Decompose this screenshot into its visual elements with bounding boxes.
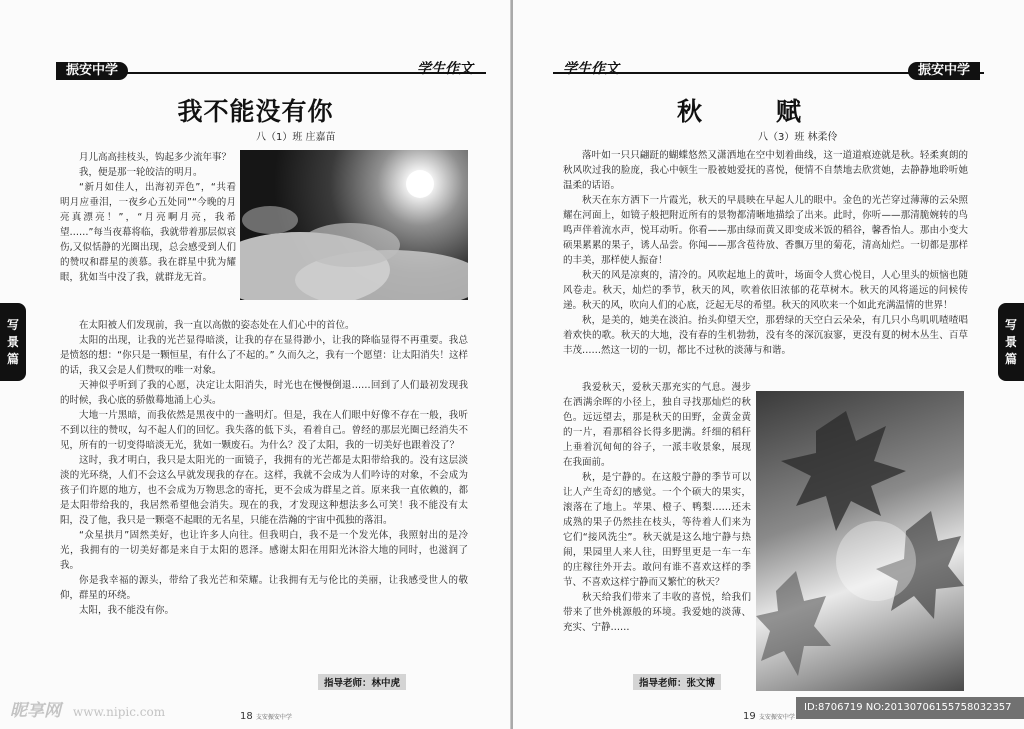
paragraph: 我，便是那一轮皎洁的明月。	[79, 167, 203, 178]
teacher-credit: 指导老师：林中虎	[318, 674, 406, 690]
side-tab-char: 写	[1004, 317, 1017, 332]
watermark-url: www.nipic.com	[72, 705, 166, 719]
section-side-tab	[0, 303, 26, 381]
brand-logo: 学生作文	[417, 61, 473, 77]
essay-text-wrapped	[60, 150, 236, 285]
paragraph: “众星拱月”固然美好，也让许多人向往。但我明白，我不是一个发光体，我照射出的是冷光，我拥有的一切美好都是来自于太阳的恩泽。感谢太阳在用阳光沐浴大地的同时，也滋润了我。	[60, 530, 468, 571]
side-tab-char: 篇	[6, 351, 19, 366]
side-tab-char: 景	[1004, 334, 1017, 349]
paragraph: 你是我幸福的源头，带给了我光芒和荣耀。让我拥有无与伦比的美丽，让我感受世人的敬仰，群星的环绕。	[60, 575, 468, 601]
page-footer-school: 支安振安中学	[758, 714, 795, 721]
essay-byline: 八（1）班 庄嘉苗	[256, 132, 336, 143]
sky-clouds-photo	[240, 150, 468, 300]
side-tab-char: 景	[6, 334, 19, 349]
page-number	[240, 711, 292, 722]
autumn-leaves-photo	[756, 391, 964, 691]
watermark-text: 昵享网	[10, 701, 61, 721]
left-page	[0, 0, 511, 729]
essay-title: 秋 赋	[676, 97, 809, 126]
site-watermark	[10, 696, 165, 721]
side-tab-char: 篇	[1004, 351, 1017, 366]
essay-text-wrapped	[563, 380, 751, 635]
essay-byline: 八（3）班 林柔伶	[758, 132, 838, 143]
brand-logo: 学生作文	[563, 61, 619, 77]
school-tag: 振安中学	[908, 62, 980, 80]
paragraph: 这时，我才明白，我只是太阳光的一面镜子，我拥有的光芒都是太阳带给我的。没有这层淡淡的光环绕，人们不会这么早就发现我的存在。这样，我就不会成为人们吟诗的对象，不会成为孩子们许愿的地方，也不会成为万物思念的寄托，更不会成为群星之首。原来我一直依赖的，都是太阳带给我的，我居然希望他会消失。现在的我，才发现这种想法多么可笑！我不能没有太阳，没了他，我只是一颗毫不起眼的无名星，只能在浩瀚的宇宙中孤独的落泪。	[60, 455, 468, 526]
essay-text	[60, 318, 468, 618]
page-number-value: 18	[240, 711, 253, 722]
paragraph: 天神似乎听到了我的心愿，决定让太阳消失，时光也在慢慢倒退……回到了人们最初发现我的时候，我心底的骄傲蓦地涌上心头。	[60, 380, 468, 406]
paragraph: 太阳的出现，让我的光芒显得暗淡，让我的存在显得渺小，让我的降临显得不再重要。我总是愤怒的想：“你只是一颗恒星，有什么了不起的。” 久而久之，我有一个愿望：让太阳消失！这样的话，我又会是人们赞叹的唯一对象。	[60, 335, 468, 376]
paragraph: 秋天给我们带来了丰收的喜悦，给我们带来了世外桃源般的环境。我爱她的淡薄、充实、宁静……	[563, 592, 751, 633]
paragraph: 大地一片黑暗，而我依然是黑夜中的一盏明灯。但是，我在人们眼中好像不存在一般，我听不到以往的赞叹，勾不起人们的回忆。我失落的低下头，看着自己。曾经的那层光圈已经消失不见，所有的一切变得暗淡无光，犹如一颗废石。为什么？没了太阳，我的一切美好也跟着没了？	[60, 410, 468, 451]
paragraph: 秋天的风是凉爽的，清冷的。风吹起地上的黄叶，场面令人赏心悦目，人心里头的烦恼也随风卷走。秋天，灿烂的季节，秋天的风，吹着依旧浓郁的花草树木。秋天的风将遥远的问候传递。秋天的风，吹向人们的心底，泛起无尽的希望。秋天的风吹来一个如此充满温情的世界！	[563, 270, 968, 311]
paragraph: 太阳，我不能没有你。	[79, 605, 175, 616]
right-page	[513, 0, 1024, 729]
paragraph: “新月如佳人，出海初弄色”，“共看明月应垂泪，一夜乡心五处同”“今晚的月亮真漂亮！”，“月亮啊月亮，我希望……”每当夜幕将临，我就带着那层似哀伤,又似恬静的光圈出现，总会感受到人们的赞叹和群星的羡慕。我在群星中犹为耀眼，犹如当中没了我，就群龙无首。	[60, 182, 236, 283]
page-number-value: 19	[743, 711, 756, 722]
paragraph: 我爱秋天，爱秋天那充实的气息。漫步在洒满余晖的小径上，独自寻找那灿烂的秋色。远远望去，那是秋天的田野，金黄金黄的一片，看那稻谷长得多肥满。纤细的稻秆上垂着沉甸甸的谷子，一派丰收景象，展现在我面前。	[563, 382, 751, 468]
page-footer-school: 支安振安中学	[255, 714, 292, 721]
paragraph: 月儿高高挂枝头，钩起多少流年事？	[79, 152, 232, 163]
school-tag: 振安中学	[56, 62, 128, 80]
paragraph: 秋，是美的，她美在淡泊。抬头仰望天空，那碧绿的天空白云朵朵，有几只小鸟叽叽喳喳唱着欢快的歌。秋天的大地，没有春的生机勃勃，没有冬的深沉寂寥，更没有夏的树木丛生、百草丰茂……然这一切的一切，都比不过秋的淡薄与和谐。	[563, 315, 968, 356]
paragraph: 在太阳被人们发现前，我一直以高傲的姿态处在人们心中的首位。	[79, 320, 355, 331]
teacher-credit: 指导老师：张文博	[633, 674, 721, 690]
page-number	[743, 711, 795, 722]
section-side-tab	[998, 303, 1024, 381]
image-id-bar: ID:8706719 NO:20130706155758032357	[796, 697, 1024, 719]
paragraph: 秋，是宁静的。在这般宁静的季节可以让人产生奇幻的感觉。一个个硕大的果实，滚落在了地上。苹果、橙子、鸭梨……还未成熟的果子仍然挂在枝头，等待着人们来为它们“接风洗尘”。秋天就是这么地宁静与热闹，果园里人来人往，田野里更是一车一车的庄稼往外开去。敢问有谁不喜欢这样的季节、不喜欢这样宁静而又繁忙的秋天？	[563, 472, 751, 588]
essay-text	[563, 148, 968, 358]
paragraph: 秋天在东方洒下一片霞光，秋天的早晨映在早起人儿的眼中。金色的光芒穿过薄薄的云朵照耀在河面上，如镜子般把附近所有的景物都清晰地描绘了出来。此时，你听——那清脆婉转的鸟鸣声伴着流水声，悦耳动听。你看——那由绿而黄又即变成米饭的稻谷，馨香怡人。那由小变大硕果累累的果子，诱人品尝。你闻——那含苞待放、香飘万里的菊花，清高灿烂。一切都是那样的丰美，那样使人振奋！	[563, 195, 968, 266]
essay-title: 我不能没有你	[177, 97, 334, 126]
paragraph: 落叶如一只只翩跹的蝴蝶悠然又潇洒地在空中划着曲线，这一道道痕迹就是秋。轻柔爽朗的秋风吹过我的脸庞，我心中顿生一股被她爱抚的喜悦，便情不自禁地去欣赏她，去静静地聆听她温柔的话语。	[563, 150, 968, 191]
side-tab-char: 写	[6, 317, 19, 332]
